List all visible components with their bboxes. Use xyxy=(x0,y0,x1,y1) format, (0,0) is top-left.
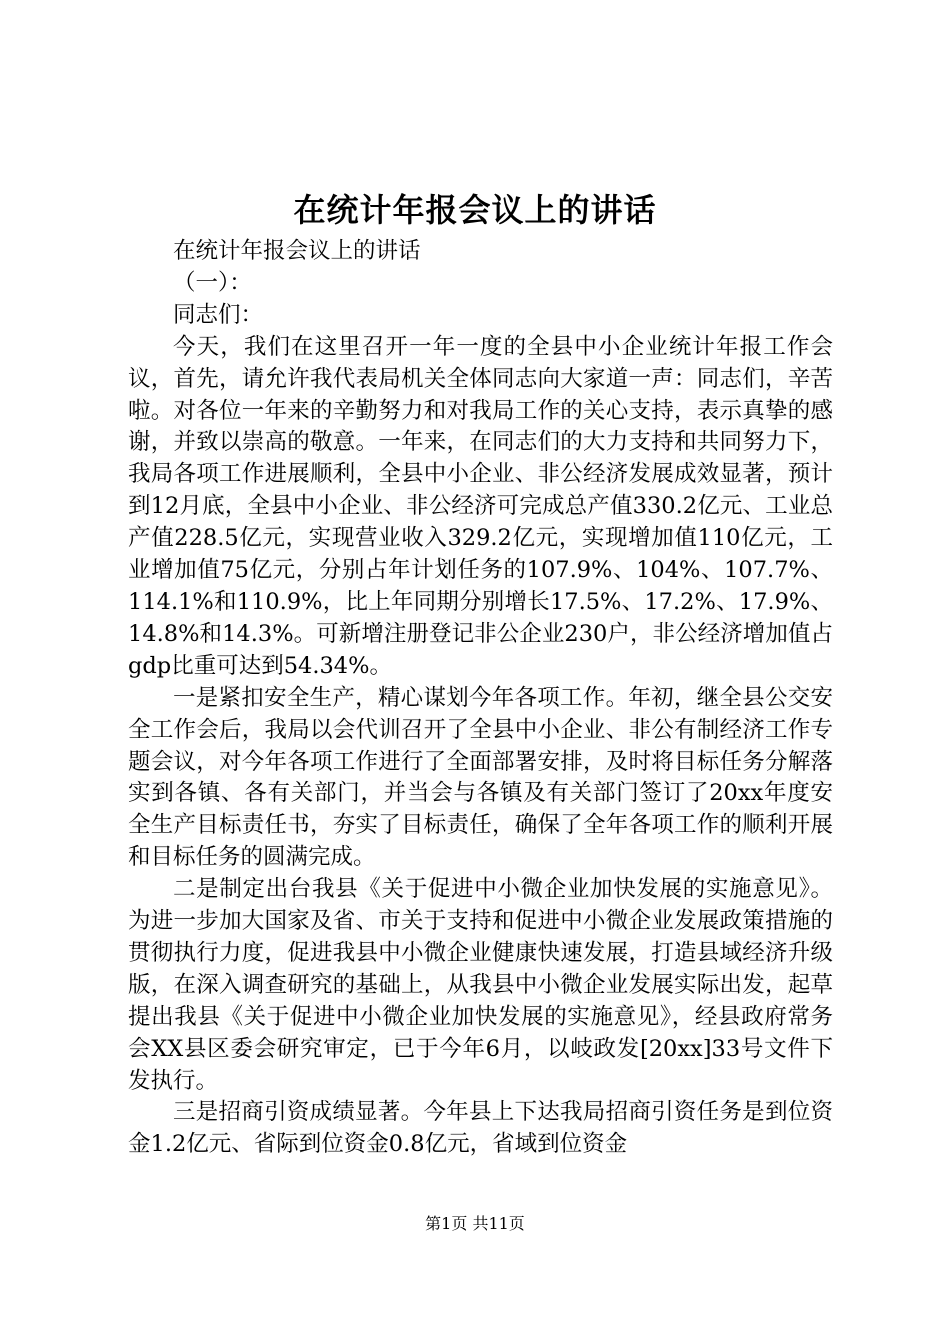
document-body xyxy=(128,236,833,1161)
body-paragraph: 一是紧扣安全生产，精心谋划今年各项工作。年初，继全县公交安全工作会后，我局以会代训召开了全县中小企业、非公有制经济工作专题会议，对今年各项工作进行了全面部署安排，及时将目标任务分解落实到各镇、各有关部门，并当会与各镇及有关部门签订了20xx年度安全生产目标责任书，夯实了目标责任，确保了全年各项工作的顺利开展和目标任务的圆满完成。 xyxy=(128,684,833,871)
body-paragraph: 今天，我们在这里召开一年一度的全县中小企业统计年报工作会议，首先，请允许我代表局机关全体同志向大家道一声：同志们，辛苦啦。对各位一年来的辛勤努力和对我局工作的关心支持，表示真挚的感谢，并致以崇高的敬意。一年来，在同志们的大力支持和共同努力下，我局各项工作进展顺利，全县中小企业、非公经济发展成效显著，预计到12月底，全县中小企业、非公经济可完成总产值330.2亿元、工业总产值228.5亿元，实现营业收入329.2亿元，实现增加值110亿元，工业增加值75亿元，分别占年计划任务的107.9%、104%、107.7%、114.1%和110.9%，比上年同期分别增长17.5%、17.2%、17.9%、14.8%和14.3%。可新增注册登记非公企业230户，非公经济增加值占gdp比重可达到54.34%。 xyxy=(128,333,833,679)
body-paragraph: 三是招商引资成绩显著。今年县上下达我局招商引资任务是到位资金1.2亿元、省际到位资金0.8亿元，省域到位资金 xyxy=(128,1099,833,1158)
subtitle-paragraph: 在统计年报会议上的讲话 xyxy=(173,238,421,264)
page-footer: 第1页 共11页 xyxy=(425,1214,525,1233)
section-marker: （一）： xyxy=(173,269,252,296)
body-paragraph: 二是制定出台我县《关于促进中小微企业加快发展的实施意见》。为进一步加大国家及省、市关于支持和促进中小微企业发展政策措施的贯彻执行力度，促进我县中小微企业健康快速发展，打造县域经济升级版，在深入调查研究的基础上，从我县中小微企业发展实际出发，起草提出我县《关于促进中小微企业加快发展的实施意见》，经县政府常务会XX县区委会研究审定，已于今年6月，以岐政发[20xx]33号文件下发执行。 xyxy=(128,876,833,1094)
salutation: 同志们： xyxy=(173,301,264,328)
document-title: 在统计年报会议上的讲话 xyxy=(293,191,657,229)
